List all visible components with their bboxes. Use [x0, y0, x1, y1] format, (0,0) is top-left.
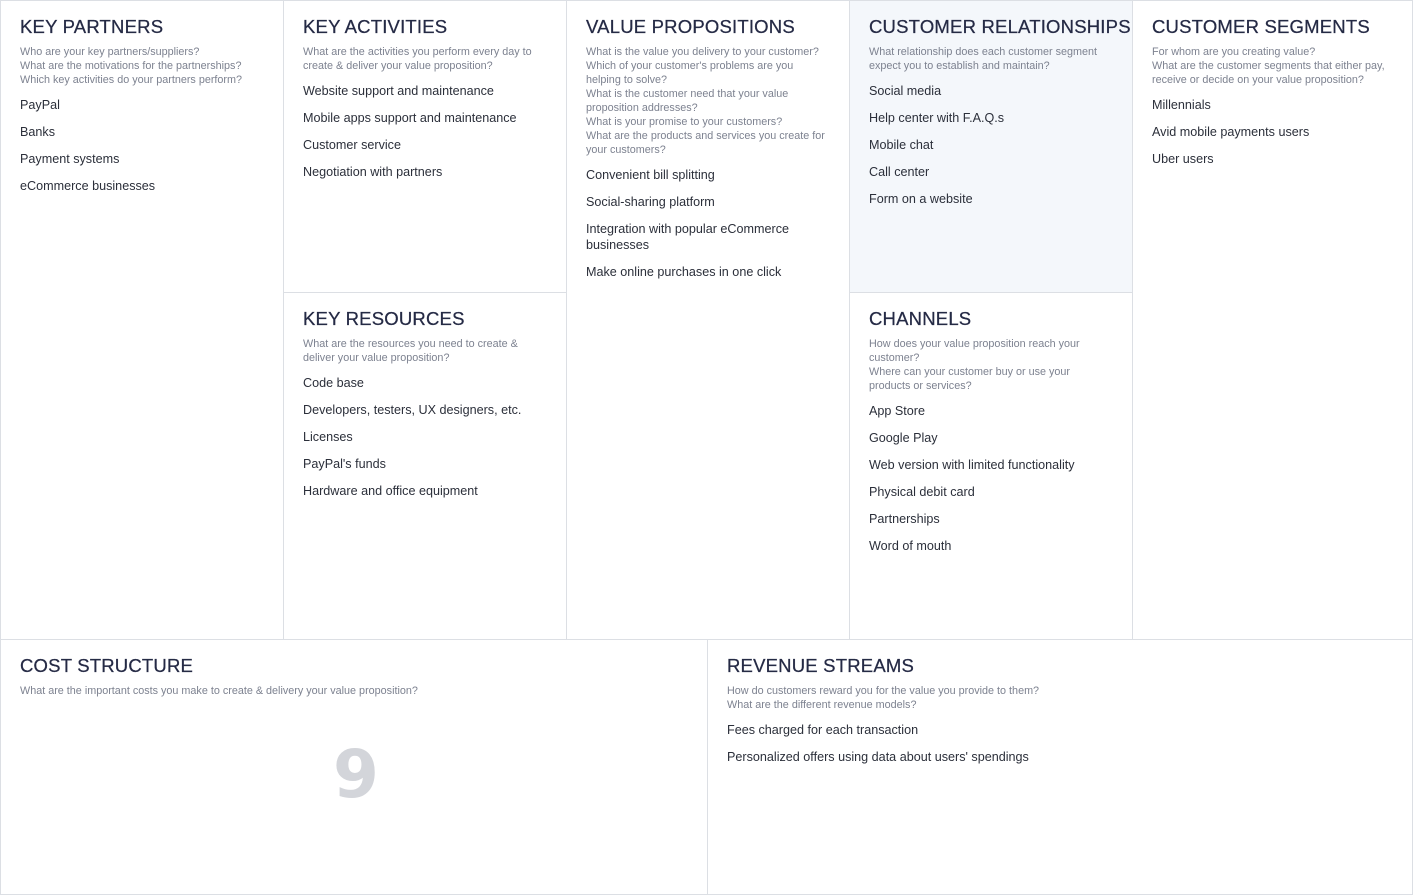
list-item[interactable]: Fees charged for each transaction: [727, 723, 919, 737]
key-resources-hint: [303, 337, 548, 365]
customer-relationships-hint: [869, 45, 1114, 73]
list-item[interactable]: Negotiation with partners: [303, 165, 443, 179]
list-item[interactable]: Payment systems: [20, 152, 120, 166]
list-item[interactable]: Social-sharing platform: [586, 195, 715, 209]
hint-line: What are the customer segments that either pay, receive or decide on your value proposition?: [1152, 60, 1385, 86]
hint-line: Which of your customer's problems are you helping to solve?: [586, 60, 794, 86]
list-item[interactable]: PayPal: [20, 98, 60, 112]
list-item[interactable]: Partnerships: [869, 512, 940, 526]
revenue-streams-title: REVENUE STREAMS: [727, 655, 915, 676]
key-resources-list: [303, 375, 548, 499]
key-partners-hint: [20, 45, 265, 87]
list-item[interactable]: Help center with F.A.Q.s: [869, 111, 1005, 125]
key-resources-title: KEY RESOURCES: [303, 308, 465, 329]
hint-line: What is your promise to your customers?: [586, 116, 783, 128]
key-activities-block[interactable]: [284, 0, 567, 293]
key-partners-block[interactable]: [0, 0, 284, 640]
hint-line: What are the important costs you make to create & delivery your value proposition?: [20, 685, 418, 697]
list-item[interactable]: Form on a website: [869, 192, 973, 206]
revenue-streams-list: [727, 722, 1394, 765]
customer-segments-list: [1152, 97, 1394, 167]
list-item[interactable]: Developers, testers, UX designers, etc.: [303, 403, 522, 417]
key-activities-title: KEY ACTIVITIES: [303, 16, 448, 37]
list-item[interactable]: Code base: [303, 376, 364, 390]
hint-line: Who are your key partners/suppliers?: [20, 46, 200, 58]
key-partners-title: KEY PARTNERS: [20, 16, 164, 37]
hint-line: Which key activities do your partners perform?: [20, 74, 243, 86]
list-item[interactable]: Banks: [20, 125, 56, 139]
hint-line: What is the customer need that your value proposition addresses?: [586, 88, 789, 114]
list-item[interactable]: Social media: [869, 84, 942, 98]
value-propositions-list: [586, 167, 831, 280]
list-item[interactable]: Word of mouth: [869, 539, 952, 553]
customer-segments-hint: [1152, 45, 1394, 87]
list-item[interactable]: Website support and maintenance: [303, 84, 494, 98]
list-item[interactable]: Licenses: [303, 430, 353, 444]
hint-line: How does your value proposition reach your customer?: [869, 338, 1080, 364]
customer-relationships-list: [869, 83, 1114, 207]
hint-line: What are the different revenue models?: [727, 699, 917, 711]
hint-line: What are the resources you need to create & deliver your value proposition?: [303, 338, 518, 364]
value-propositions-block[interactable]: [567, 0, 850, 640]
list-item[interactable]: Mobile apps support and maintenance: [303, 111, 517, 125]
list-item[interactable]: Google Play: [869, 431, 938, 445]
hint-line: Where can your customer buy or use your products or services?: [869, 366, 1071, 392]
channels-title: CHANNELS: [869, 308, 972, 329]
customer-segments-title: CUSTOMER SEGMENTS: [1152, 16, 1370, 37]
customer-relationships-title: CUSTOMER RELATIONSHIPS: [869, 16, 1131, 37]
hint-line: What is the value you delivery to your customer?: [586, 46, 819, 58]
list-item[interactable]: Personalized offers using data about users' spendings: [727, 750, 1029, 764]
hint-line: What are the products and services you create for your customers?: [586, 130, 825, 156]
list-item[interactable]: Mobile chat: [869, 138, 934, 152]
value-propositions-title: VALUE PROPOSITIONS: [586, 16, 795, 37]
list-item[interactable]: App Store: [869, 404, 926, 418]
cost-structure-hint: [20, 684, 689, 698]
customer-segments-block[interactable]: [1133, 0, 1413, 640]
channels-hint: [869, 337, 1114, 393]
revenue-streams-hint: [727, 684, 1394, 712]
list-item[interactable]: Physical debit card: [869, 485, 975, 499]
list-item[interactable]: PayPal's funds: [303, 457, 386, 471]
block-number-watermark: 9: [333, 736, 379, 813]
channels-list: [869, 403, 1114, 554]
hint-line: What relationship does each customer segment expect you to establish and maintain?: [869, 46, 1098, 72]
list-item[interactable]: Hardware and office equipment: [303, 484, 478, 498]
list-item[interactable]: Make online purchases in one click: [586, 265, 782, 279]
list-item[interactable]: Customer service: [303, 138, 401, 152]
list-item[interactable]: Web version with limited functionality: [869, 458, 1075, 472]
list-item[interactable]: eCommerce businesses: [20, 179, 156, 193]
hint-line: For whom are you creating value?: [1152, 46, 1316, 58]
list-item[interactable]: Integration with popular eCommerce businesses: [586, 222, 790, 252]
hint-line: What are the activities you perform every day to create & deliver your value proposition?: [303, 46, 532, 72]
key-partners-list: [20, 97, 265, 194]
value-propositions-hint: [586, 45, 831, 157]
customer-relationships-block[interactable]: [850, 0, 1133, 293]
channels-block[interactable]: [850, 293, 1133, 640]
key-resources-block[interactable]: [284, 293, 567, 640]
key-activities-list: [303, 83, 548, 180]
list-item[interactable]: Uber users: [1152, 152, 1214, 166]
cost-structure-title: COST STRUCTURE: [20, 655, 194, 676]
key-activities-hint: [303, 45, 548, 73]
revenue-streams-block[interactable]: [708, 640, 1413, 895]
list-item[interactable]: Call center: [869, 165, 930, 179]
hint-line: How do customers reward you for the value you provide to them?: [727, 685, 1040, 697]
list-item[interactable]: Convenient bill splitting: [586, 168, 715, 182]
hint-line: What are the motivations for the partnerships?: [20, 60, 242, 72]
list-item[interactable]: Avid mobile payments users: [1152, 125, 1310, 139]
list-item[interactable]: Millennials: [1152, 98, 1211, 112]
